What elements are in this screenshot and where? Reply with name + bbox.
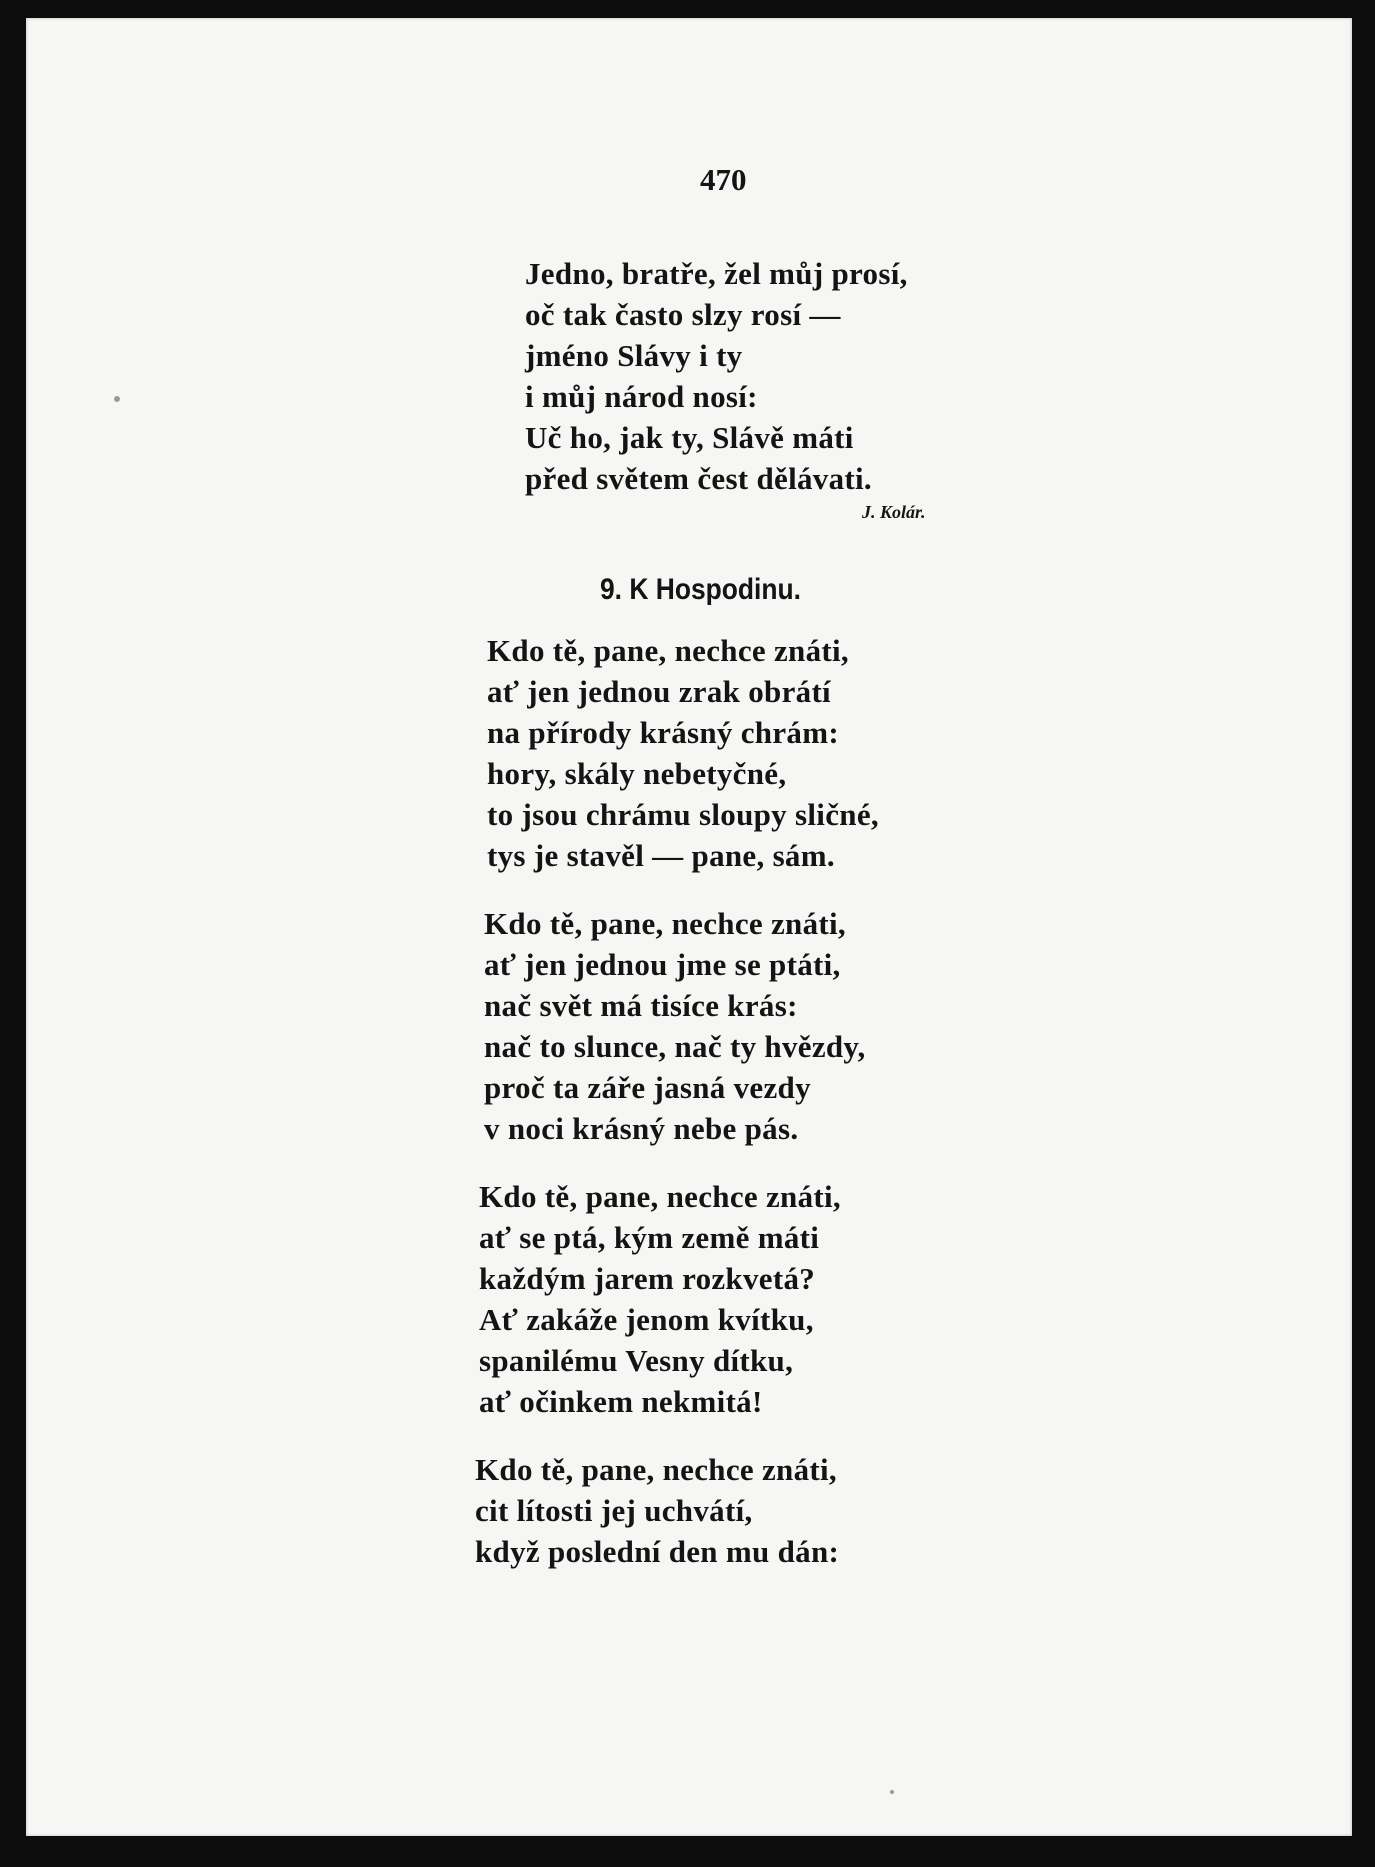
verse-line: ať jen jednou jme se ptáti, <box>484 947 841 982</box>
poem-stanza <box>484 903 866 1149</box>
verse-line: spanilému Vesny dítku, <box>479 1343 794 1378</box>
verse-line: v noci krásný nebe pás. <box>484 1111 799 1146</box>
verse-line: jméno Slávy i ty <box>525 338 743 373</box>
verse-line: na přírody krásný chrám: <box>487 715 839 750</box>
dust-speck <box>114 396 120 402</box>
verse-line: Kdo tě, pane, nechce znáti, <box>484 906 846 941</box>
verse-line: hory, skály nebetyčné, <box>487 756 787 791</box>
verse-line: Kdo tě, pane, nechce znáti, <box>475 1452 837 1487</box>
verse-line: proč ta záře jasná vezdy <box>484 1070 811 1105</box>
poem-stanza <box>487 630 879 876</box>
verse-line: nač to slunce, nač ty hvězdy, <box>484 1029 866 1064</box>
page-number: 470 <box>700 162 747 197</box>
verse-line: oč tak často slzy rosí — <box>525 297 841 332</box>
verse-line: nač svět má tisíce krás: <box>484 988 798 1023</box>
verse-line: i můj národ nosí: <box>525 379 758 414</box>
verse-line: každým jarem rozkvetá? <box>479 1261 816 1296</box>
verse-line: ať se ptá, kým země máti <box>479 1220 820 1255</box>
verse-line: před světem čest dělávati. <box>525 461 872 496</box>
dust-speck <box>890 1790 894 1794</box>
verse-line: cit lítosti jej uchvátí, <box>475 1493 753 1528</box>
verse-line: to jsou chrámu sloupy sličné, <box>487 797 879 832</box>
verse-line: ať jen jednou zrak obrátí <box>487 674 831 709</box>
verse-line: tys je stavěl — pane, sám. <box>487 838 835 873</box>
poem-stanza <box>475 1449 839 1572</box>
verse-line: Jedno, bratře, žel můj prosí, <box>525 256 908 291</box>
poem-title: 9. K Hospodinu. <box>600 573 801 606</box>
verse-line: Uč ho, jak ty, Slávě máti <box>525 420 854 455</box>
top-stanza <box>525 253 908 499</box>
verse-line: když poslední den mu dán: <box>475 1534 840 1569</box>
verse-line: Ať zakáže jenom kvítku, <box>479 1302 814 1337</box>
author-attribution: J. Kolár. <box>862 502 926 522</box>
verse-line: ať očinkem nekmitá! <box>479 1384 763 1419</box>
poem-stanza <box>479 1176 841 1422</box>
verse-line: Kdo tě, pane, nechce znáti, <box>479 1179 841 1214</box>
verse-line: Kdo tě, pane, nechce znáti, <box>487 633 849 668</box>
